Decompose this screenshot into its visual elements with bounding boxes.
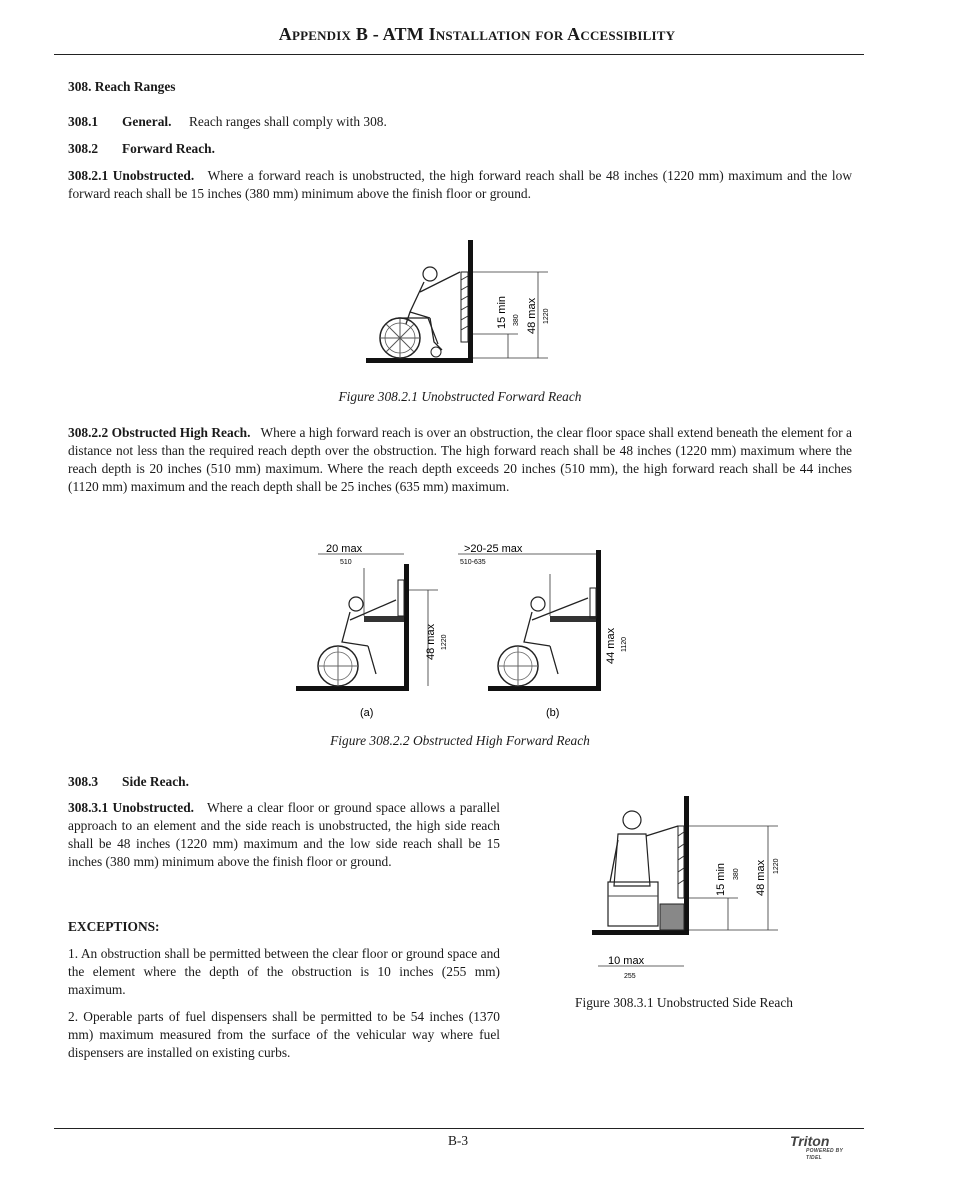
s308-2-2-text: Where a high forward reach is over an obstruction, the clear floor space shall extend beneath the element for a distance not less than the required reach depth over the obstruction. The high forward reach shall be 48 inches (1220 mm) maximum where the reach depth is 20 inches (510 mm) maximum. Where the reach depth exceeds 20 inches (510 mm), the high forward reach shall be 44 inches (1120 mm) maximum and the reach depth shall be 25 inches (635 mm) maximum. (68, 425, 852, 494)
fig2b-top-mm: 510-635 (460, 559, 486, 566)
fig2a-side-label: 48 max (425, 623, 437, 660)
s308-3-1-lead: 308.3.1 Unobstructed. (68, 800, 195, 815)
header-title-appendix: ppendix (291, 24, 352, 44)
s308-2-1-text: Where a forward reach is unobstructed, the high forward reach shall be 48 inches (1220 mm) maximum and the low forward reach shall be 15 inches (380 mm) minimum above the finish floor or ground. (68, 168, 852, 201)
page-number: B-3 (448, 1133, 469, 1148)
s308-2-2-paragraph (68, 424, 852, 496)
fig2a-top-mm: 510 (340, 559, 352, 566)
s308-3-1-text: Where a clear floor or ground space allows a parallel approach to an element and the side reach is unobstructed, the high side reach shall be 48 inches (1220 mm) maximum and the low side reach shall be 15 inches (380 mm) minimum above the finish floor or ground. (68, 800, 501, 869)
fig1-high-mm: 1220 (543, 308, 550, 324)
header-title-b-atm: B - ATM (351, 24, 429, 44)
fig1-high-label: 48 max (526, 297, 538, 334)
figure-308-2-1-caption: Figure 308.2.1 Unobstructed Forward Reach (338, 389, 582, 404)
section-308-heading: 308. Reach Ranges (68, 79, 176, 94)
fig1-low-mm: 380 (513, 314, 520, 326)
fig2b-top-label: >20-25 max (464, 543, 523, 555)
s308-2-2-lead: 308.2.2 Obstructed High Reach. (68, 425, 251, 440)
fig3-depth-mm: 255 (624, 973, 636, 980)
figure-308-3-1-caption: Figure 308.3.1 Unobstructed Side Reach (575, 995, 793, 1010)
s308-2-1-paragraph (68, 167, 852, 203)
s308-2-1-lead: 308.2.1 Unobstructed. (68, 168, 195, 183)
figure-308-2-2-caption: Figure 308.2.2 Obstructed High Forward Reach (330, 733, 590, 748)
page-header-title (0, 24, 954, 45)
s308-1-title: General. (122, 114, 172, 129)
fig3-low-mm: 380 (733, 868, 740, 880)
triton-logo (790, 1134, 860, 1162)
fig3-depth-label: 10 max (608, 955, 645, 967)
s308-1-number: 308.1 (68, 114, 99, 129)
s308-2-title: Forward Reach. (122, 141, 215, 156)
header-title-installation: nstallation for (435, 24, 568, 44)
s308-1-text: Reach ranges shall comply with 308. (189, 114, 387, 129)
header-rule (54, 54, 864, 55)
header-title-i: I (428, 24, 436, 44)
exception-1: 1. An obstruction shall be permitted between the clear floor or ground space and the element where the depth of the obstruction is 10 inches (255 mm) maximum. (68, 946, 500, 997)
fig3-low-label: 15 min (715, 862, 727, 896)
fig3-high-mm: 1220 (773, 858, 780, 874)
fig2b-tag: (b) (546, 707, 560, 719)
footer-rule (54, 1128, 864, 1129)
fig2a-tag: (a) (360, 707, 374, 719)
fig2a-top-label: 20 max (326, 543, 363, 555)
figure-308-3-1-diagram (578, 786, 808, 986)
header-title-a2: A (567, 24, 581, 44)
header-title-a: A (278, 24, 292, 44)
s308-3-1-paragraph (68, 799, 500, 871)
exceptions-heading: EXCEPTIONS: (68, 919, 160, 934)
logo-wordmark: Triton (790, 1133, 830, 1149)
logo-subtext: POWERED BY TIDEL (806, 1148, 844, 1161)
fig3-high-label: 48 max (755, 859, 767, 896)
s308-2-number: 308.2 (68, 141, 99, 156)
figure-308-2-2-diagram (288, 534, 668, 724)
s308-3-number: 308.3 (68, 774, 99, 789)
fig2b-side-mm: 1120 (621, 636, 628, 652)
figure-308-2-1-diagram (358, 232, 590, 372)
fig2b-side-label: 44 max (605, 627, 617, 664)
exception-2: 2. Operable parts of fuel dispensers shall be permitted to be 54 inches (1370 mm) maximum measured from the surface of the vehicular way where fuel dispensers are installed on existing curbs. (68, 1009, 500, 1060)
header-title-accessibility: ccessibility (580, 24, 676, 44)
fig1-low-label: 15 min (496, 295, 508, 329)
s308-3-title: Side Reach. (122, 774, 189, 789)
fig2a-side-mm: 1220 (441, 634, 448, 650)
